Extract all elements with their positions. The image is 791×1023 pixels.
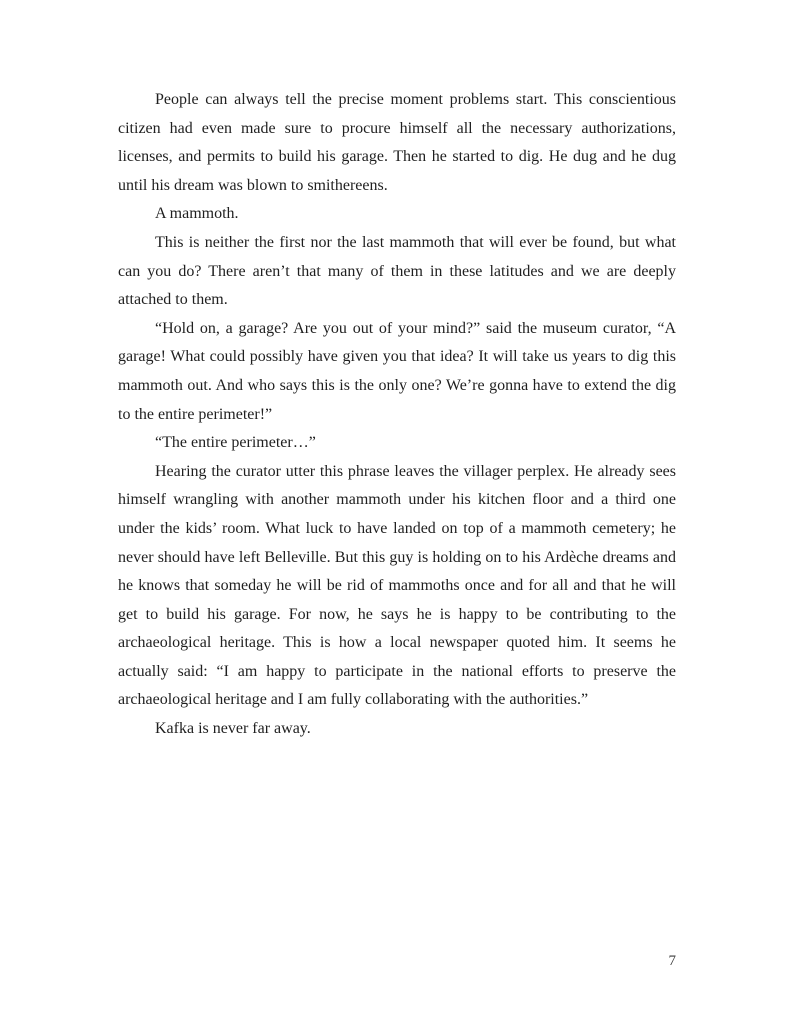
paragraph: A mammoth. xyxy=(155,205,239,223)
page-number: 7 xyxy=(668,953,676,969)
body-text xyxy=(118,86,676,744)
paragraph: People can always tell the precise moment problems start. This conscientious citizen had even made sure to procure himself all the necessary authorizations, licenses, and permits to build his garage. Then he started to dig. He dug and he dug until his dream was blown to smithereens. xyxy=(118,91,676,194)
paragraph: Hearing the curator utter this phrase leaves the villager perplex. He already sees himself wrangling with another mammoth under his kitchen floor and a third one under the kids’ room. What luck to have landed on top of a mammoth cemetery; he never should have left Belleville. But this guy is holding on to his Ardèche dreams and he knows that someday he will be rid of mammoths once and for all and that he will get to build his garage. For now, he says he is happy to be contributing to the archaeological heritage. This is how a local newspaper quoted him. It seems he actually said: “I am happy to participate in the national efforts to preserve the archaeological heritage and I am fully collaborating with the authorities.” xyxy=(118,462,676,709)
paragraph: This is neither the first nor the last mammoth that will ever be found, but what can you do? There aren’t that many of them in these latitudes and we are deeply attached to them. xyxy=(118,233,676,309)
paragraph: “Hold on, a garage? Are you out of your mind?” said the museum curator, “A garage! What could possibly have given you that idea? It will take us years to dig this mammoth out. And who says this is the only one? We’re gonna have to extend the dig to the entire perimeter!” xyxy=(118,319,676,423)
paragraph: “The entire perimeter…” xyxy=(155,434,316,452)
paragraph: Kafka is never far away. xyxy=(155,720,311,738)
